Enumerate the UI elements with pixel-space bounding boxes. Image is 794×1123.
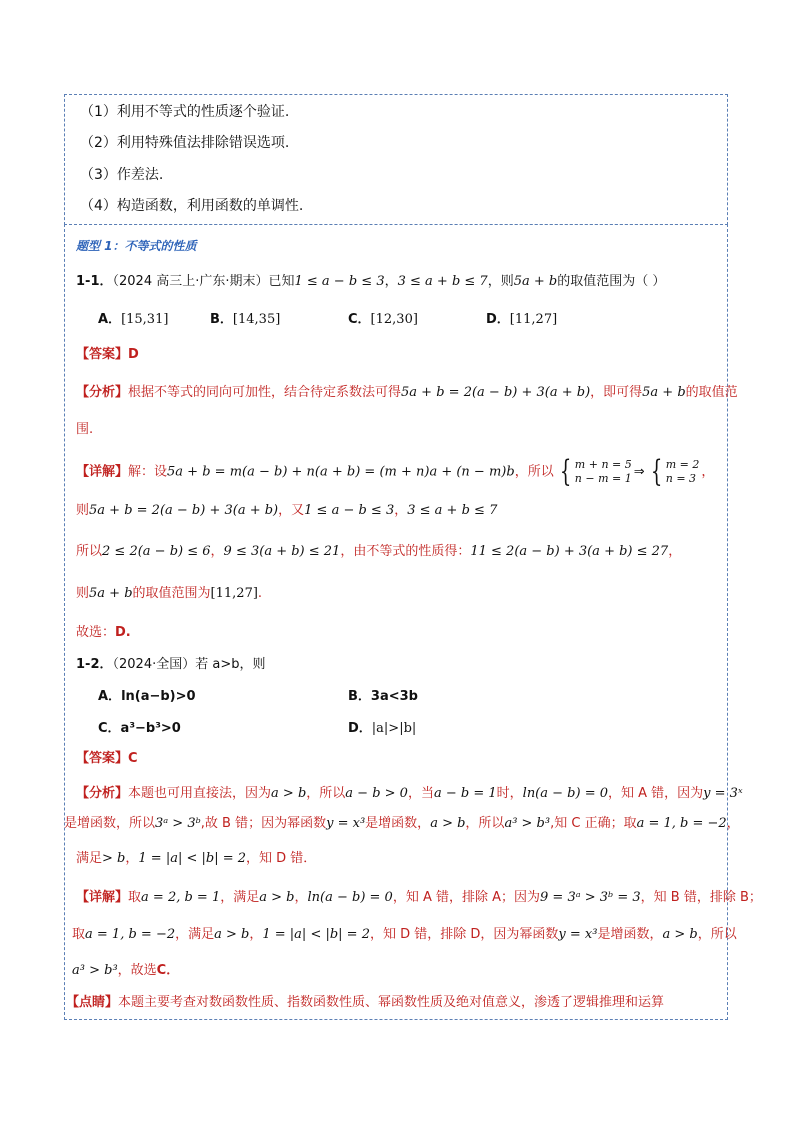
analysis-text: 的取值范 xyxy=(685,385,738,400)
analysis-equation: a − b = 1 xyxy=(433,786,497,801)
analysis-text: 是增函数，所以 xyxy=(64,816,156,831)
q1-stem-text: ，则 xyxy=(487,274,514,289)
q1-detail xyxy=(76,454,715,489)
option-value: [11,27] xyxy=(509,312,558,327)
option-label: C． xyxy=(98,721,121,736)
system-row: m = 2 xyxy=(665,458,700,471)
analysis-equation: a³ > b³ xyxy=(504,816,551,831)
option-label: C． xyxy=(348,312,371,327)
option-label: B． xyxy=(210,312,233,327)
option-value: |a|>|b| xyxy=(371,721,417,736)
option-value: 3a<3b xyxy=(370,689,418,704)
analysis-text: ,故 B 错；因为幂函数 xyxy=(200,816,327,831)
detail-text: ，又 xyxy=(278,503,305,518)
analysis-equation: y = x³ xyxy=(326,816,366,831)
section-title: 题型 1：不等式的性质 xyxy=(76,239,197,253)
q1-condition-2: 3 ≤ a + b ≤ 7 xyxy=(397,274,488,289)
analysis-text: ,知 C 正确；取 xyxy=(550,816,637,831)
q1-detail-line3 xyxy=(76,543,681,561)
detail-text: ，所以 xyxy=(697,927,737,942)
q2-stem-text: 若 a>b，则 xyxy=(195,657,266,672)
q1-analysis-cont: 围. xyxy=(76,422,94,437)
q1-option-a[interactable] xyxy=(98,311,168,329)
detail-equation: 1 ≤ a − b ≤ 3 xyxy=(304,503,395,518)
option-label: A． xyxy=(98,312,122,327)
detail-equation: [11,27] xyxy=(210,586,258,601)
analysis-text: ， xyxy=(125,851,139,866)
detail-text: ，满足 xyxy=(220,890,260,905)
analysis-equation: a = 1, b = −2 xyxy=(636,816,727,831)
detail-equation: a > b xyxy=(259,890,295,905)
detail-text: 则 xyxy=(76,503,90,518)
q1-analysis xyxy=(76,384,738,402)
detail-text: ，故选 xyxy=(117,963,157,978)
q1-target: 5a + b xyxy=(513,274,558,289)
detail-equation: 9 ≤ 3(a + b) ≤ 21 xyxy=(223,544,341,559)
analysis-target: 5a + b xyxy=(642,385,686,400)
option-value: [12,30] xyxy=(370,312,418,327)
q2-analysis-line3 xyxy=(76,850,316,868)
detail-text: . xyxy=(257,586,263,601)
equation-system-2: { m = 2 n = 3 xyxy=(650,454,700,489)
detail-equation: 2 ≤ 2(a − b) ≤ 6 xyxy=(102,544,211,559)
analysis-text: ，知 A 错，因为 xyxy=(608,786,704,801)
q1-option-d[interactable] xyxy=(486,311,557,329)
system-row: n − m = 1 xyxy=(574,472,632,485)
detail-equation: 3 ≤ a + b ≤ 7 xyxy=(407,503,498,518)
detail-text: ，满足 xyxy=(175,927,215,942)
analysis-equation: a > b xyxy=(271,786,307,801)
detail-equation: a > b xyxy=(214,927,250,942)
option-label: D． xyxy=(486,312,510,327)
analysis-equation: ln(a − b) = 0 xyxy=(522,786,608,801)
detail-equation: 9 = 3ᵃ > 3ᵇ = 3 xyxy=(540,890,641,905)
analysis-text: 是增函数， xyxy=(365,816,431,831)
detail-equation: a³ > b³ xyxy=(72,963,118,978)
system-row: n = 3 xyxy=(665,472,697,485)
detail-text: 的取值范围为 xyxy=(132,586,211,601)
option-value: [15,31] xyxy=(121,312,169,327)
q1-answer xyxy=(76,346,139,364)
option-label: D． xyxy=(348,721,372,736)
q1-option-c[interactable] xyxy=(348,311,418,329)
q1-source: （2024 高三上·广东·期末） xyxy=(112,274,269,289)
q2-detail-line2 xyxy=(72,926,737,944)
analysis-equation: > b xyxy=(102,851,126,866)
detail-equation: a = 1, b = −2 xyxy=(85,927,176,942)
detail-text: ， xyxy=(701,464,715,480)
detail-equation: y = x³ xyxy=(558,927,598,942)
analysis-equation: a > b xyxy=(430,816,466,831)
q1-stem-text: 的取值范围为（ ） xyxy=(557,274,666,289)
answer-tag: 【答案】 xyxy=(76,347,129,362)
q1-stem: 1-1．（2024 高三上·广东·期末）已知1 ≤ a − b ≤ 3，3 ≤ a + b ≤ 7，则5a + b的取值范围为（ ） xyxy=(76,274,666,289)
answer-value: D xyxy=(128,347,139,362)
q2-option-c[interactable] xyxy=(98,720,181,738)
q1-condition-1: 1 ≤ a − b ≤ 3 xyxy=(294,274,385,289)
option-value: a³−b³>0 xyxy=(120,721,181,736)
option-value: [14,35] xyxy=(232,312,281,327)
detail-equation: 5a + b = 2(a − b) + 3(a + b) xyxy=(89,503,279,518)
detail-text: ，由不等式的性质得： xyxy=(340,544,471,559)
choose-text: 故选： xyxy=(76,625,116,640)
q2-analysis-line1 xyxy=(76,785,743,803)
analysis-equation: 1 = |a| < |b| = 2 xyxy=(138,851,246,866)
q1-option-b[interactable] xyxy=(210,311,280,329)
q1-number: 1-1． xyxy=(76,274,113,289)
q1-detail-line4 xyxy=(76,585,262,603)
detail-text: ，所以 xyxy=(514,464,554,480)
analysis-text: ，当 xyxy=(407,786,434,801)
q2-option-a[interactable] xyxy=(98,688,196,706)
detail-text: 取 xyxy=(128,890,142,905)
analysis-equation: y = 3ˣ xyxy=(703,786,743,801)
implies-symbol: ⇒ xyxy=(633,464,645,480)
analysis-text: ，即可得 xyxy=(590,385,643,400)
detail-equation: 5a + b = m(a − b) + n(a + b) = (m + n)a + (n − m)b xyxy=(167,464,515,480)
method-4: （4）构造函数，利用函数的单调性. xyxy=(80,198,304,214)
option-label: A． xyxy=(98,689,122,704)
detail-text: ， xyxy=(210,544,224,559)
equation-system-1: { m + n = 5 n − m = 1 xyxy=(559,454,632,489)
detail-text: ， xyxy=(394,503,408,518)
method-3: （3）作差法. xyxy=(80,167,164,183)
q2-note xyxy=(66,994,664,1012)
detail-equation: 1 = |a| < |b| = 2 xyxy=(262,927,370,942)
analysis-text: ， xyxy=(726,816,740,831)
answer-value: C xyxy=(128,751,138,766)
detail-tag: 【详解】 xyxy=(76,464,129,480)
analysis-text: 根据不等式的同向可加性，结合待定系数法可得 xyxy=(128,385,402,400)
analysis-equation: 5a + b = 2(a − b) + 3(a + b) xyxy=(401,385,591,400)
detail-text: 是增函数， xyxy=(597,927,663,942)
detail-text: 取 xyxy=(72,927,86,942)
analysis-text: 满足 xyxy=(76,851,103,866)
detail-text: ， xyxy=(668,544,682,559)
method-1: （1）利用不等式的性质逐个验证. xyxy=(80,104,290,120)
q1-choose xyxy=(76,624,131,642)
analysis-equation: 3ᵃ > 3ᵇ xyxy=(155,816,201,831)
option-value: ln(a−b)>0 xyxy=(121,689,196,704)
option-label: B． xyxy=(348,689,371,704)
detail-text: ，知 D 错，排除 D，因为幂函数 xyxy=(369,927,559,942)
choose-value: C． xyxy=(156,963,180,978)
q2-analysis-line2 xyxy=(64,815,740,833)
detail-equation: 11 ≤ 2(a − b) + 3(a + b) ≤ 27 xyxy=(470,544,669,559)
detail-tag: 【详解】 xyxy=(76,890,129,905)
q1-detail-line2 xyxy=(76,502,497,520)
analysis-text: ，所以 xyxy=(306,786,346,801)
detail-text: ，知 B 错，排除 B； xyxy=(640,890,762,905)
analysis-text: 时， xyxy=(496,786,523,801)
q2-number: 1-2． xyxy=(76,657,113,672)
analysis-text: ，所以 xyxy=(465,816,505,831)
detail-text: ， xyxy=(249,927,263,942)
analysis-tag: 【分析】 xyxy=(76,385,129,400)
detail-equation: a > b xyxy=(662,927,698,942)
analysis-equation: a − b > 0 xyxy=(345,786,408,801)
analysis-text: ，知 D 错． xyxy=(246,851,317,866)
detail-text: 所以 xyxy=(76,544,103,559)
note-tag: 【点睛】 xyxy=(66,995,119,1010)
detail-text: 解：设 xyxy=(128,464,168,480)
detail-equation: a = 2, b = 1 xyxy=(141,890,221,905)
q2-detail-line3 xyxy=(72,962,179,980)
q2-source: （2024·全国） xyxy=(112,657,196,672)
q2-stem xyxy=(76,656,265,674)
choose-value: D. xyxy=(115,625,131,640)
detail-equation: 5a + b xyxy=(89,586,133,601)
analysis-tag: 【分析】 xyxy=(76,786,129,801)
detail-text: ， xyxy=(294,890,308,905)
q2-detail-line1 xyxy=(76,889,762,907)
detail-text: ，知 A 错，排除 A；因为 xyxy=(392,890,541,905)
detail-equation: ln(a − b) = 0 xyxy=(307,890,393,905)
detail-text: 则 xyxy=(76,586,90,601)
q2-answer xyxy=(76,750,138,768)
q1-stem-text: 已知 xyxy=(268,274,295,289)
answer-tag: 【答案】 xyxy=(76,751,129,766)
q2-option-d[interactable] xyxy=(348,720,416,738)
system-row: m + n = 5 xyxy=(574,458,632,471)
analysis-text: 本题也可用直接法，因为 xyxy=(128,786,272,801)
method-2: （2）利用特殊值法排除错误选项. xyxy=(80,135,290,151)
q2-option-b[interactable] xyxy=(348,688,418,706)
note-text: 本题主要考查对数函数性质、指数函数性质、幂函数性质及绝对值意义，渗透了逻辑推理和运算 xyxy=(118,995,665,1010)
